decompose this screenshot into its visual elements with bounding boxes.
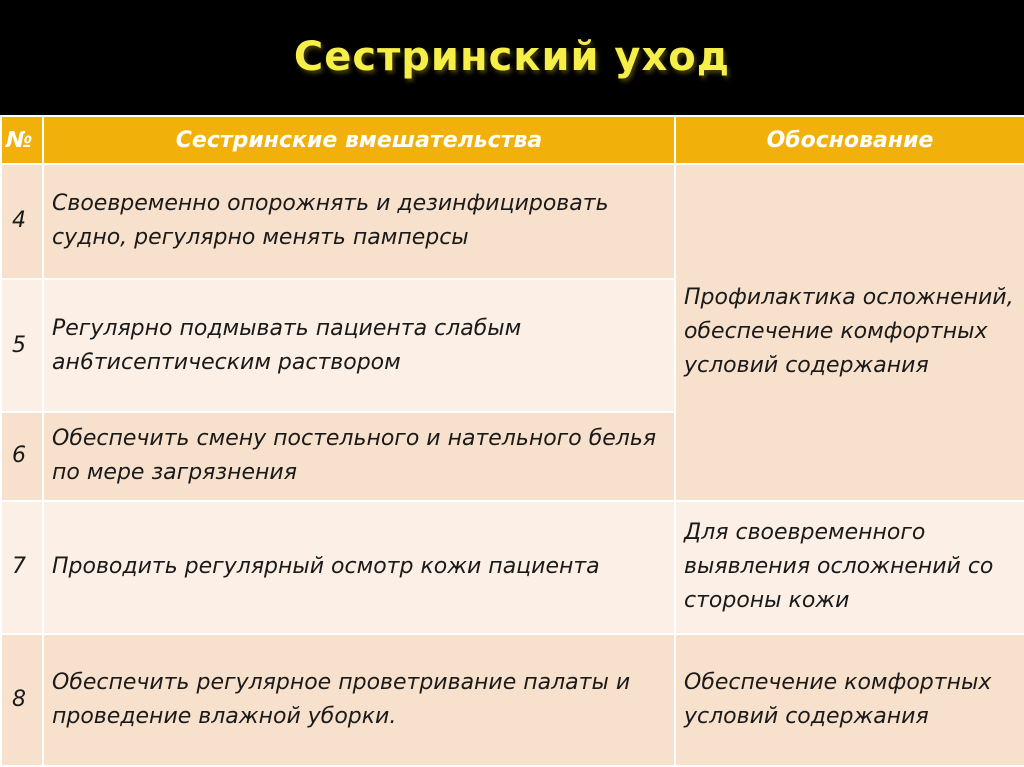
intervention-cell: Своевременно опорожнять и дезинфицировать судно, регулярно менять памперсы	[43, 164, 675, 279]
slide-title-bar	[0, 0, 1024, 112]
slide-title: Сестринский уход	[293, 34, 731, 80]
table-row	[1, 634, 1024, 766]
intervention-cell: Проводить регулярный осмотр кожи пациента	[43, 501, 675, 634]
justification-cell: Обеспечение комфортных условий содержания	[675, 634, 1024, 766]
table-row	[1, 164, 1024, 279]
row-number: 4	[1, 164, 43, 279]
intervention-cell: Обеспечить регулярное проветривание палаты и проведение влажной уборки.	[43, 634, 675, 766]
justification-cell: Профилактика осложнений, обеспечение комфортных условий содержания	[675, 164, 1024, 501]
header-number: №	[1, 116, 43, 164]
header-interventions: Сестринские вмешательства	[43, 116, 675, 164]
row-number: 8	[1, 634, 43, 766]
header-justification: Обоснование	[675, 116, 1024, 164]
nursing-care-table	[0, 115, 1024, 767]
row-number: 6	[1, 412, 43, 500]
row-number: 7	[1, 501, 43, 634]
table-header-row	[1, 116, 1024, 164]
row-number: 5	[1, 279, 43, 412]
intervention-cell: Регулярно подмывать пациента слабым ан6тисептическим раствором	[43, 279, 675, 412]
intervention-cell: Обеспечить смену постельного и нательного белья по мере загрязнения	[43, 412, 675, 500]
justification-cell: Для своевременного выявления осложнений со стороны кожи	[675, 501, 1024, 634]
table-row	[1, 501, 1024, 634]
